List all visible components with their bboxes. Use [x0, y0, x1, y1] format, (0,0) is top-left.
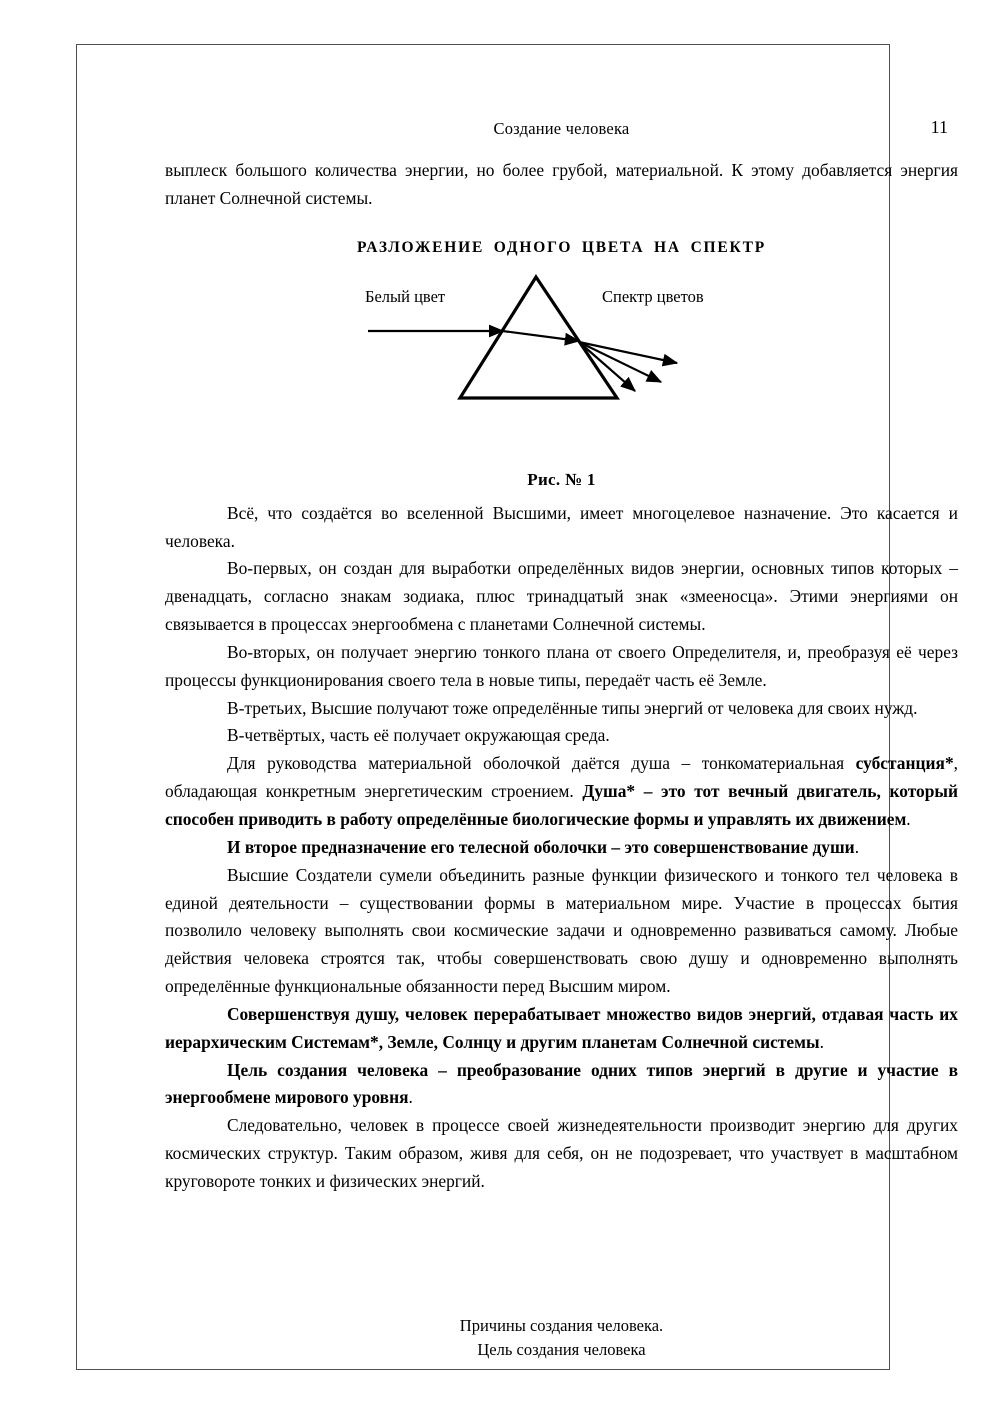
- paragraph-6: [165, 750, 958, 834]
- p6-run-bold-soul: Душа* – это тот: [582, 781, 720, 802]
- body-text-top: [165, 157, 958, 213]
- figure-label-white-light: Белый цвет: [365, 286, 446, 306]
- paragraph-11: Следовательно, человек в процессе своей жизнедеятельности производит энергию для других космических структур. Таким образом, живя для себя, он не подозревает, что участвует в масштабном круговороте тонких и физических энергий.: [165, 1115, 958, 1191]
- paragraph-continued: выплеск большого количества энергии, но более грубой, материальной. К этому добавляется энергия планет Солнечной системы.: [165, 160, 958, 208]
- footer-line-2: Цель создания человека: [477, 1339, 646, 1359]
- paragraph-4: В-третьих, Высшие получают тоже определённые типы энергий от человека для своих нужд.: [227, 697, 918, 718]
- internal-ray: [495, 330, 579, 341]
- footer-line-1: Причины создания человека.: [459, 1316, 664, 1336]
- figure-label-spectrum: Спектр цветов: [602, 286, 704, 306]
- p6-run-plain-1: Для руководства материальной оболочкой даётся душа – тонкоматериальная: [227, 753, 856, 774]
- p10-run-bold: Цель создания человека – преобразование одних типов энергий в другие и участие в энергообмене мирового уровня: [165, 1059, 958, 1108]
- p10-run-period: .: [408, 1087, 413, 1108]
- p6-run-period: .: [906, 808, 911, 829]
- body-text-main: [165, 500, 958, 1196]
- running-header: [165, 101, 958, 147]
- paragraph-2: Во-первых, он создан для выработки определённых видов энергии, основных типов которых – двенадцать, согласно знакам зодиака, плюс тринадцатый знак «змееносца». Этими энергиями он связывается в процессах энергообмена с планетами Солнечной системы.: [165, 558, 958, 635]
- figure-prism-block: [165, 239, 958, 490]
- spectrum-rays: [579, 342, 677, 391]
- figure-title: РАЗЛОЖЕНИЕ ОДНОГО ЦВЕТА НА СПЕКТР: [357, 238, 766, 256]
- page-content: [165, 101, 958, 1403]
- p6-run-bold-engine: вечный двигатель, который способен приводить в работу определённые биологические формы и управлять их движением: [165, 781, 958, 829]
- figure-caption: Рис. № 1: [527, 469, 596, 489]
- paragraph-9: [165, 1001, 958, 1057]
- page-footer: [165, 1314, 958, 1361]
- paragraph-1: Всё, что создаётся во вселенной Высшими, имеет многоцелевое назначение. Это касается и человека.: [165, 502, 958, 551]
- prism-triangle: [460, 277, 617, 398]
- page-border-frame: [76, 44, 958, 1370]
- p6-run-bold-substance: субстанция*: [855, 753, 954, 774]
- p9-run-period: .: [819, 1031, 824, 1052]
- page-number: 11: [930, 117, 948, 137]
- paragraph-10: [165, 1057, 958, 1113]
- paragraph-7: [165, 834, 958, 862]
- header-title: Создание человека: [493, 119, 630, 138]
- figure-canvas: [165, 263, 958, 458]
- p7-run-bold: И второе предназначение его телесной оболочки – это совершенствование души: [227, 836, 855, 857]
- p6-run-space: [720, 781, 729, 801]
- prism-diagram-svg: [165, 263, 958, 458]
- paragraph-8: Высшие Создатели сумели объединить разные функции физического и тонкого тел человека в единой деятельности – существовании формы в материальном мире. Участие в процессах бытия позволило человеку выполнять свои космические задачи и одновременно развиваться самому. Любые действия человека строятся так, чтобы совершенствовать свою душу и одновременно выполнять определённые функциональные обязанности перед Высшим миром.: [165, 864, 958, 997]
- p9-run-bold: Совершенствуя душу, человек перерабатывает множество видов энергий, отдавая часть их иерархическим Системам*, Земле, Солнцу и другим планетам Солнечной системы: [165, 1003, 958, 1052]
- paragraph-5: В-четвёртых, часть её получает окружающая среда.: [227, 725, 610, 746]
- p6-run-plain-2: , обладающая конкретным энергетическим строением.: [165, 753, 958, 802]
- paragraph-3: Во-вторых, он получает энергию тонкого плана от своего Определителя, и, преобразуя её через процессы функционирования своего тела в новые типы, передаёт часть её Земле.: [165, 641, 958, 690]
- p7-run-period: .: [854, 836, 860, 857]
